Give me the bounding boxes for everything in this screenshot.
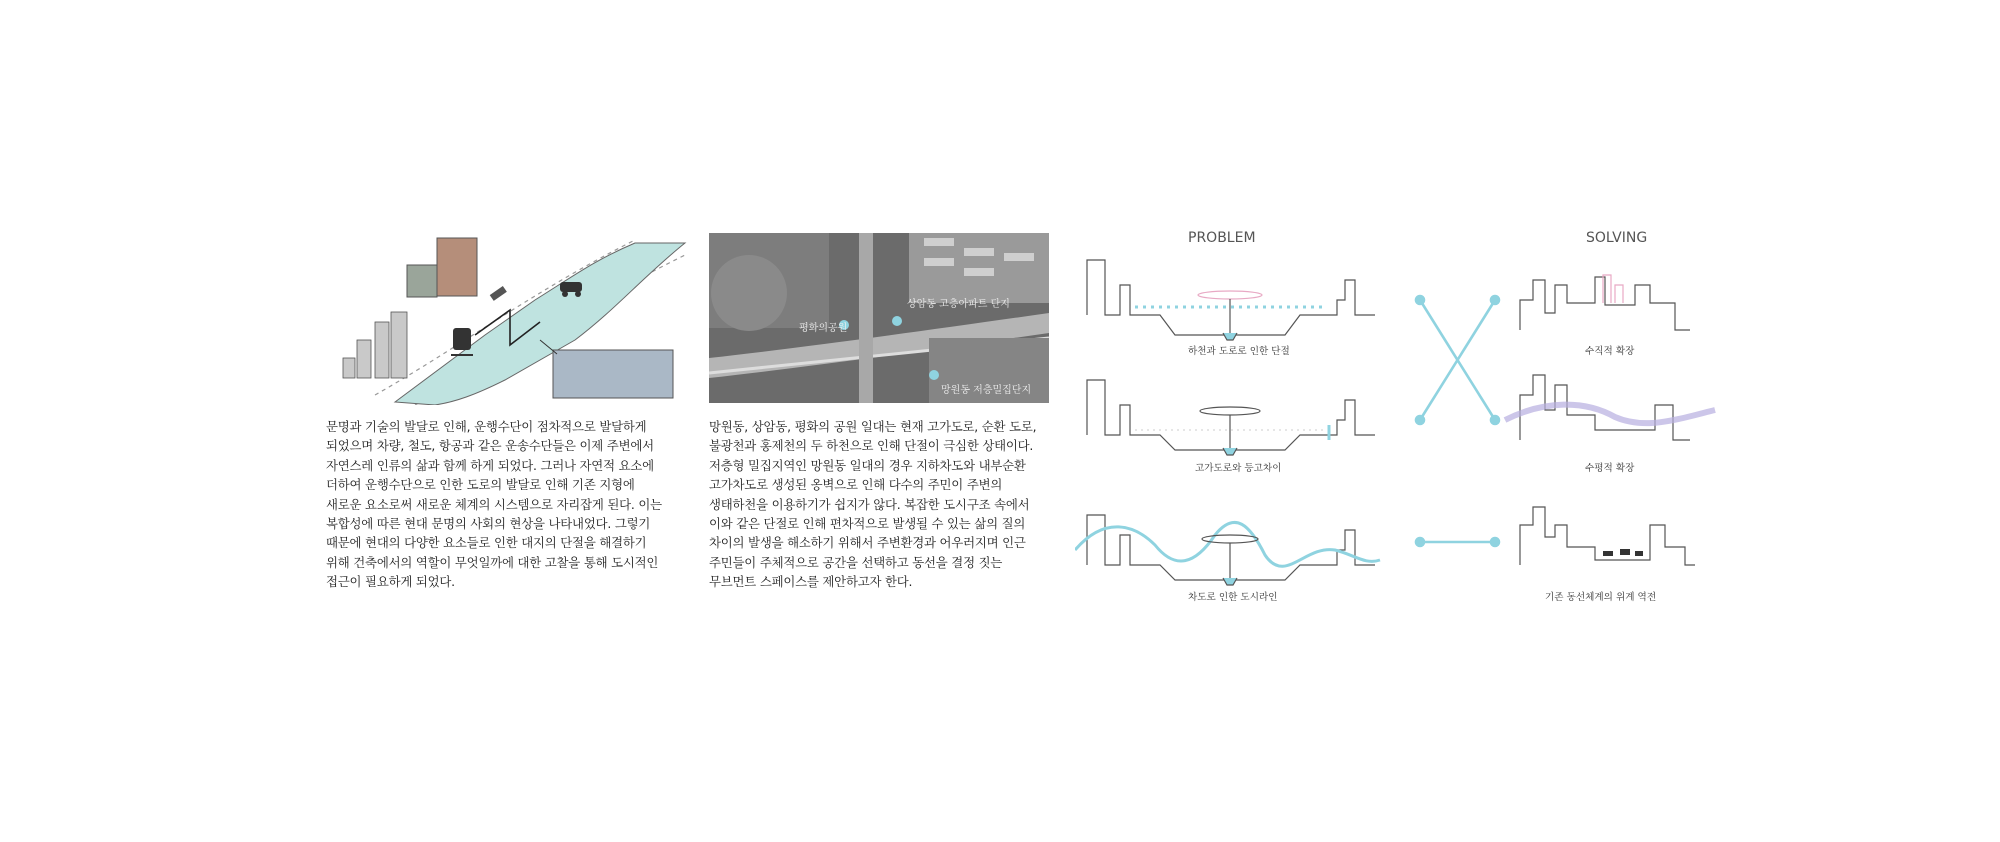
intro-paragraph xyxy=(326,417,682,592)
label-apartments: 상암동 고층아파트 단지 xyxy=(907,299,1010,310)
text-line: 새로운 요소로써 새로운 체계의 시스템으로 자리잡게 된다. 이는 xyxy=(326,496,662,512)
problem-caption-2: 고가도로와 등고차이 xyxy=(1195,463,1282,474)
text-line: 문명과 기술의 발달로 인해, 운행수단이 점차적으로 발달하게 xyxy=(326,419,647,434)
text-line: 위해 건축에서의 역할이 무엇일까에 대한 고찰을 통해 도시적인 xyxy=(326,554,659,570)
text-line: 접근이 필요하게 되었다. xyxy=(326,574,455,590)
text-line: 복합성에 따른 현대 문명의 사회의 현상을 나타내었다. 그렇기 xyxy=(326,516,651,532)
solving-caption-2: 수평적 확장 xyxy=(1585,463,1635,474)
text-line: 더하여 운행수단으로 인한 도로의 발달로 인해 기존 지형에 xyxy=(326,477,635,493)
text-line: 되었으며 차량, 철도, 항공과 같은 운송수단들은 이제 주변에서 xyxy=(326,438,654,454)
text-line: 이와 같은 단절로 인해 편차적으로 발생될 수 있는 삶의 질의 xyxy=(709,516,1026,532)
text-line: 때문에 현대의 다양한 요소들로 인한 대지의 단절을 해결하기 xyxy=(326,535,647,551)
text-line: 주민들이 주체적으로 공간을 선택하고 동선을 결정 짓는 xyxy=(709,554,1003,570)
site-paragraph xyxy=(709,417,1049,592)
problem-caption-3: 차도로 인한 도시라인 xyxy=(1188,592,1278,603)
text-line: 고가차도로 생성된 옹벽으로 인해 다수의 주민이 주변의 xyxy=(709,477,1003,493)
text-line: 무브먼트 스페이스를 제안하고자 한다. xyxy=(709,574,913,590)
aerial-map-photo xyxy=(709,233,1049,403)
label-park: 평화의공원 xyxy=(799,323,848,334)
text-line: 저층형 밀집지역인 망원동 일대의 경우 지하차도와 내부순환 xyxy=(709,457,1026,473)
solving-caption-1: 수직적 확장 xyxy=(1585,346,1635,357)
text-line: 불광천과 홍제천의 두 하천으로 인해 단절이 극심한 상태이다. xyxy=(709,438,1034,454)
text-line: 자연스레 인류의 삶과 함께 하게 되었다. 그러나 자연적 요소에 xyxy=(326,457,654,473)
problem-caption-1: 하천과 도로로 인한 단절 xyxy=(1188,346,1290,357)
problem-header: PROBLEM xyxy=(1188,230,1256,246)
transport-illustration xyxy=(335,230,690,405)
problem-solving-diagram xyxy=(1075,225,1735,605)
text-line: 망원동, 상암동, 평화의 공원 일대는 현재 고가도로, 순환 도로, xyxy=(709,419,1037,434)
solving-caption-3: 기존 동선체계의 위계 역전 xyxy=(1545,592,1657,603)
solving-header: SOLVING xyxy=(1586,230,1648,246)
label-lowrise: 망원동 저층밀집단지 xyxy=(941,385,1032,396)
text-line: 차이의 발생을 해소하기 위해서 주변환경과 어우러지며 인근 xyxy=(709,535,1026,551)
text-line: 생태하천을 이용하기가 쉽지가 않다. 복잡한 도시구조 속에서 xyxy=(709,496,1030,512)
